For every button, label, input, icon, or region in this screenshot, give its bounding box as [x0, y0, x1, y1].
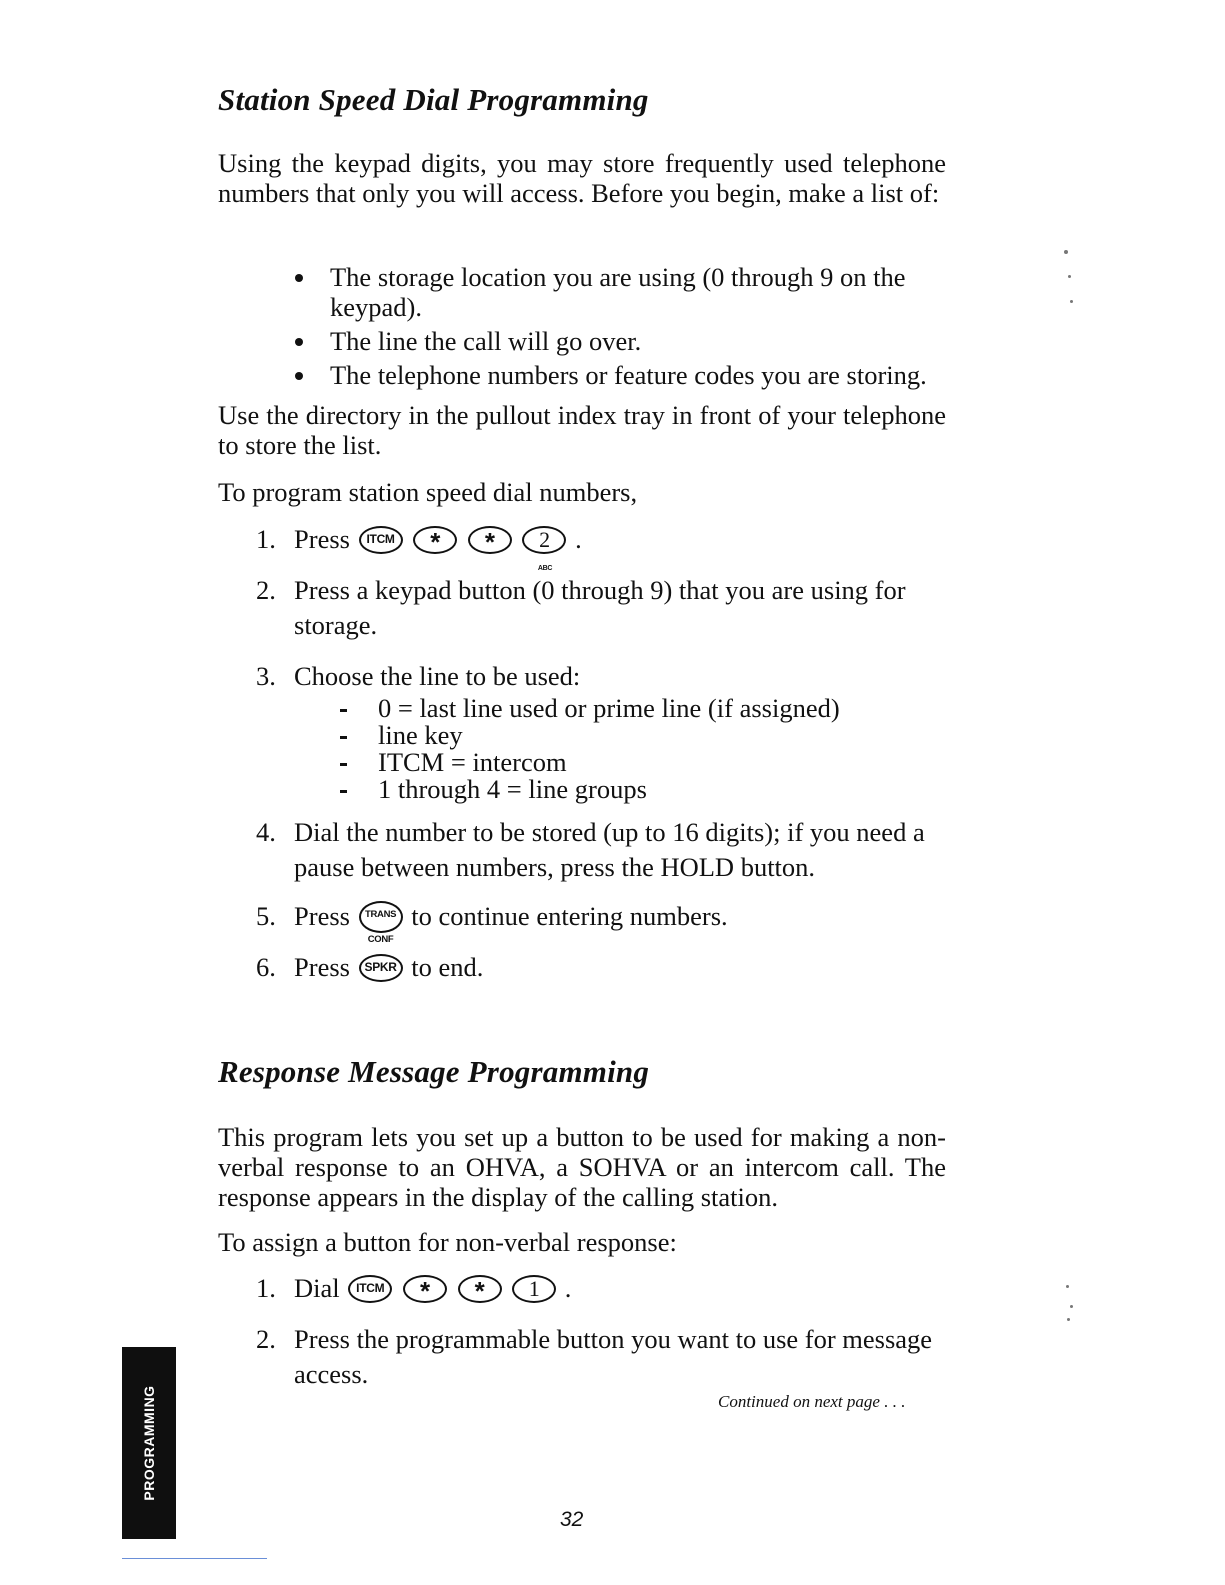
key-letters: ABC [537, 564, 553, 572]
digit-1-key-icon [512, 1275, 556, 1303]
speed-dial-heading: Station Speed Dial Programming [218, 82, 649, 117]
step-text: Press the programmable button you want to use for message access. [294, 1324, 933, 1389]
line-options-list [338, 695, 840, 803]
step-text: Press [294, 901, 350, 931]
section-side-tab [122, 1347, 176, 1539]
step-4 [256, 815, 946, 885]
step-text: Press [294, 952, 350, 982]
scan-speck [1070, 1305, 1073, 1308]
response-step-2 [256, 1322, 946, 1392]
step-number: 2. [256, 1324, 276, 1354]
key-label: * [484, 526, 495, 557]
directory-note: Use the directory in the pullout index tray in front of your telephone to store the list. [218, 400, 946, 460]
scan-speck [1067, 1318, 1070, 1321]
scan-edge-line [122, 1558, 267, 1559]
bullet-text: The line the call will go over. [330, 326, 642, 356]
step-3 [256, 659, 946, 694]
step-number: 1. [256, 1273, 276, 1303]
step-text: to continue entering numbers. [411, 901, 728, 931]
digit-2-key-icon [522, 526, 566, 572]
step-number: 1. [256, 524, 276, 554]
list-item [338, 776, 840, 803]
step-end: . [564, 1273, 572, 1303]
scan-speck [1068, 275, 1071, 278]
bullet-text: The telephone numbers or feature codes you are storing. [330, 360, 927, 390]
bullet-text: The storage location you are using (0 through 9 on the keypad). [330, 262, 906, 322]
step-6 [256, 950, 946, 985]
itcm-key-icon [359, 526, 403, 554]
to-program-text: To program station speed dial numbers, [218, 477, 638, 507]
response-step-1 [256, 1271, 946, 1306]
step-body [294, 522, 946, 572]
star-key-icon [458, 1275, 502, 1306]
itcm-key-icon [348, 1275, 392, 1303]
list-item [338, 749, 840, 776]
side-tab-label: PROGRAMMING [141, 1385, 157, 1501]
key-label: ITCM [366, 531, 395, 546]
key-label: * [419, 1275, 430, 1306]
option-text: line key [378, 720, 463, 750]
key-label: SPKR [364, 959, 397, 974]
scan-speck [1064, 250, 1068, 254]
star-key-icon [413, 526, 457, 557]
option-text: ITCM = intercom [378, 747, 567, 777]
dash-icon [340, 790, 347, 793]
key-label: ITCM [356, 1280, 385, 1295]
bullet-icon [295, 274, 303, 282]
continued-note: Continued on next page . . . [718, 1392, 906, 1411]
step-text: Choose the line to be used: [294, 661, 581, 691]
step-text: Press a keypad button (0 through 9) that you are using for storage. [294, 575, 906, 640]
list-items-bullets [292, 262, 946, 394]
key-digit: 2 [539, 526, 550, 552]
step-number: 5. [256, 901, 276, 931]
step-text: Dial [294, 1273, 340, 1303]
key-label: 1 [528, 1275, 540, 1301]
key-label: * [474, 1275, 485, 1306]
scan-speck [1070, 300, 1073, 303]
star-key-icon [468, 526, 512, 557]
step-body [294, 1271, 946, 1306]
step-number: 4. [256, 817, 276, 847]
dash-icon [340, 709, 347, 712]
to-assign-text: To assign a button for non-verbal response: [218, 1227, 677, 1257]
scan-speck [1066, 1285, 1069, 1288]
list-item [292, 326, 946, 356]
trans-conf-key-icon [359, 901, 403, 945]
response-heading: Response Message Programming [218, 1054, 650, 1089]
list-item [292, 262, 946, 322]
option-text: 1 through 4 = line groups [378, 774, 647, 804]
bullet-icon [295, 372, 303, 380]
step-body [294, 899, 946, 945]
step-number: 6. [256, 952, 276, 982]
step-end: . [575, 524, 582, 554]
step-number: 2. [256, 575, 276, 605]
key-label: * [430, 526, 441, 557]
step-2 [256, 573, 946, 643]
step-text: Dial the number to be stored (up to 16 digits); if you need a pause between numbers, press the HOLD button. [294, 817, 925, 882]
speed-dial-intro: Using the keypad digits, you may store frequently used telephone numbers that only you will access. Before you begin, make a list of: [218, 148, 946, 208]
star-key-icon [403, 1275, 447, 1306]
step-1 [256, 522, 946, 572]
dash-icon [340, 736, 347, 739]
page-number: 32 [560, 1508, 584, 1531]
step-5 [256, 899, 946, 945]
option-text: 0 = last line used or prime line (if assigned) [378, 693, 840, 723]
step-body [294, 950, 946, 985]
bullet-icon [295, 338, 303, 346]
list-item [338, 722, 840, 749]
list-item [292, 360, 946, 390]
spkr-key-icon [359, 954, 403, 982]
key-label [361, 903, 401, 945]
key-label-top: TRANS [364, 908, 397, 920]
key-label-bottom: CONF [367, 933, 394, 945]
step-number: 3. [256, 661, 276, 691]
dash-icon [340, 763, 347, 766]
list-item [338, 695, 840, 722]
step-text: to end. [411, 952, 484, 982]
response-intro: This program lets you set up a button to be used for making a non-verbal response to an OHVA, a SOHVA or an intercom call. The response appears in the display of the calling station. [218, 1122, 946, 1212]
step-text: Press [294, 524, 350, 554]
